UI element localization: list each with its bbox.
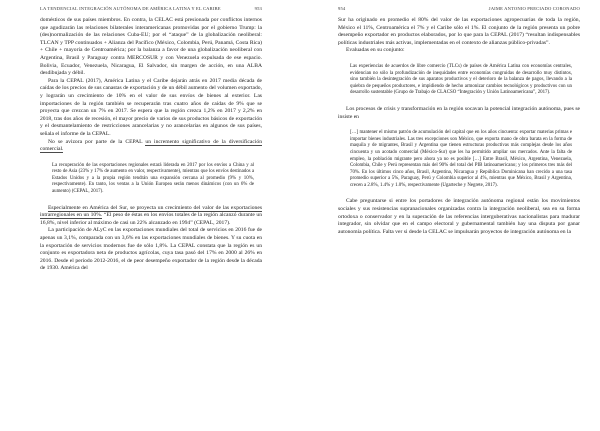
underlined-text: Especialmente en América del Sur, se proyecta un crecimiento del valor de las exportaciones intrarregionales en un 10%. xyxy=(40,204,262,219)
running-head xyxy=(338,6,580,11)
page-number: 953 xyxy=(254,6,262,11)
paragraph: Para la CEPAL (2017), América Latina y el Caribe dejarán atrás en 2017 media década de caídas de los precios de sus canastas de exportación y de un débil aumento del volumen exportado, y lograrán un crecimiento de 10% en el valor de sus envíos de bienes al exterior. Las importaciones de la región también se recuperarán tras cuatro años de caídas de 9% que se proyecta que crezcan un 7% en 2017. Se espera que la región crezca 1,2% en 2017 y 2,2% en 2018, tras dos años de recesión, el mayor precio de varios de sus productos básicos de exportación y el desmantelamiento de restricciones arancelarias y no arancelarias en algunos de sus países, señala el informe de la CEPAL. xyxy=(40,77,262,137)
underlined-text: un incremento significativo de la diversificación comercial. xyxy=(40,138,262,153)
page-number: 954 xyxy=(338,6,346,11)
right-page xyxy=(300,0,600,431)
paragraph xyxy=(40,205,262,228)
running-head-title: JAIME ANTONIO PRECIADO CORONADO xyxy=(488,6,580,11)
paragraph: Cabe preguntarse si entre los portadores de integración autónoma regional están los movimientos sociales y sus resistencias supranacionales organizadas contra la integración neoliberal, sea en su forma ortodoxa o conservador y en la superación de las referencias interguberativas nacionalistas para madurar integrador, sin olvidar que en el campo electoral y gubernamental también hay una disputa por ganar autonomía política. Falta ver si desde la CELAC se impulsarán proyectos de integración autónoma en la xyxy=(338,198,580,235)
text-run: No se avizora por parte de la CEPAL xyxy=(48,138,143,145)
paragraph: La participación de ALyC en las exportaciones mundiales del total de servicios en 2016 fue de apenas un 3,1%, comparada con un 3,6% en las exportaciones mundiales de bienes. Y su cuota en la exportación de servicios modernos fue de sólo 1,8%. La CEPAL constata que la región es un conjunto es exportadora neta de productos agrícolas, cuya tasa pasó del 17% en 2000 al 26% en 2016. Desde el período 2012-2016, el de peor desempeño exportador de la región desde la década de 1930. América del xyxy=(40,227,262,272)
paragraph: Evaluadas en su conjunto: xyxy=(346,47,405,54)
block-quote xyxy=(40,163,262,196)
text-run: “El peso de éstas en los envíos totales de la región alcanzó durante un 16,8%, nivel inferior al máximo de casi un 22% alcanzado en 1994” (CEPAL, 2017). xyxy=(40,212,262,226)
quote-text: Las experiencias de acuerdos de libre comercio (TLCs) de países de América Latina con economías centrales, evidencian no sólo la profundización de inequidades entre economías congruidas de desarrollo muy distintos, sino también la desintegración de sus aparatos productivos y el deterioro de la balanza de pagos, llevando a la quiebra de pequeños productores, e impidiendo de hecho armonizar cambios tecnológicos y productivos con un desarrollo sustentable (Grupo de Trabajo de CLACSO “Integración y Unión Latinoamericana”, 2017). xyxy=(350,63,572,96)
block-quote xyxy=(338,130,580,189)
running-head xyxy=(40,6,262,11)
quote-text: […] mantener el mismo patrón de acumulación del capital que en los años cincuenta: exportar materias primas e importar bienes industriales. Las tres excepciones son México, que exporta mano de obra barata en la forma de maquila y de migrantes, Brasil y Argentina que tienen estructuras productivas más complejas desde los años cincuenta y un acotado comercial (México-Sur) que les ha permitido ampliar sus mercados. Ante la falta de empleo, la población migrante pero ahora ya no es posible […] Entre Brasil, México, Argentina, Venezuela, Colombia, Chile y Perú representan más del 90% del total del PIB latinoamericano; y los primeros tres más del 70%. En los últimos cinco años, Brasil, Argentina, Nicaragua y República Dominicana han crecido a una tasa promedio superior a 5%, Paraguay, Perú y Colombia superior al 4%, mientras que México, Brasil y Argentina, crecen a 2.8%, 1.4% y 1.0%, respectivamente (Ugarteche y Negrete, 2017). xyxy=(350,130,572,188)
paragraph: Los procesos de crisis y transformación en la región socavan la potencial integración autónoma, pues se insiste en xyxy=(338,105,580,120)
paragraph xyxy=(40,139,262,154)
paragraph: domésticos de sus países miembros. En contra, la CELAC está presionada por conflictos internos que agudizarán las relaciones bilaterales interamericanas promovidas por el gobierno Trump: la (des)normalización de las relaciones Cuba-EU; por el “ataque” de la globalización neoliberal: TLCAN y TPP continuados + Alianza del Pacífico (México, Colombia, Perú, Panamá, Costa Rica) + Chile + mayoría de Centroamérica; por la balanza a favor de una globalización neoliberal con Argentina, Brasil y Paraguay contra MERCOSUR y con Venezuela expulsada de ese espacio. Bolivia, Ecuador, Venezuela, Nicaragua, El Salvador, sin margen de acción, en una ALBA desdibujada y débil. xyxy=(40,17,262,77)
running-head-title: LA TENDENCIAL INTEGRACIÓN AUTÓNOMA DE AMÉRICA LATINA Y EL CARIBE xyxy=(40,6,221,11)
block-quote xyxy=(338,64,580,97)
quote-text: La recuperación de las exportaciones regionales estará liderada en 2017 por los envíos a China y al resto de Asia (23% y 17% de aumento en valor, respectivamente), mientras que los envíos destinados a Estados Unidos y a la propia región tendrán una expansión cercana al promedio (9% y 10%, respectivamente). En tanto, los ventas a la Unión Europea serán menos dinámicos (con un 6% de aumento) (CEPAL, 2017). xyxy=(52,162,254,195)
paragraph: Sur ha originado en promedio el 80% del valor de las exportaciones agropecuarias de toda la región, México el 11%, Centroamérica el 7% y el Caribe sólo el 1%. El conjunto de la región presenta un pobre desempeño exportador en productos elaborados, por lo que para la CEPAL (2017) “resultan indispensables políticas industriales más activas, implementadas en el contexto de alianzas público-privadas”. xyxy=(338,17,580,46)
